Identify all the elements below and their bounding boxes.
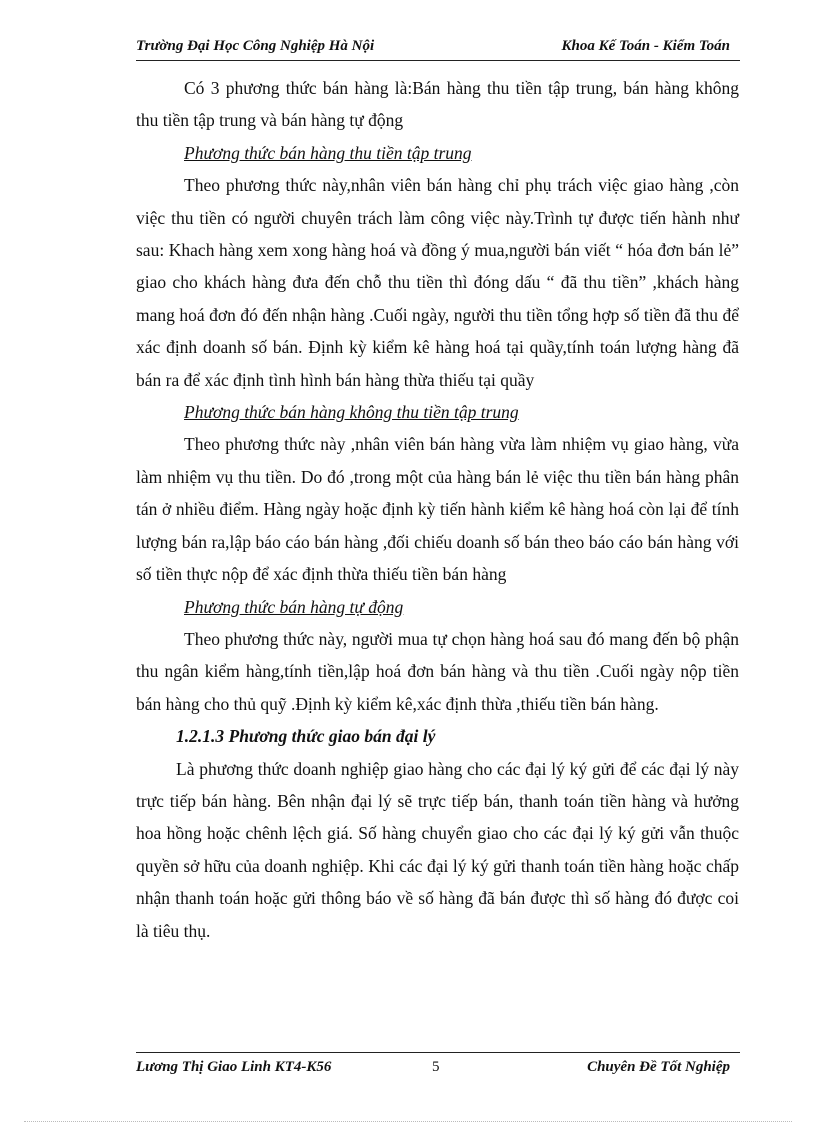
subheading-centralized: Phương thức bán hàng thu tiền tập trung <box>184 142 472 163</box>
subheading-non-centralized: Phương thức bán hàng không thu tiền tập trung <box>184 402 519 423</box>
subheading-automatic: Phương thức bán hàng tự động <box>184 596 404 617</box>
header-school: Trường Đại Học Công Nghiệp Hà Nội <box>136 38 375 54</box>
page-number: 5 <box>432 1059 440 1075</box>
footer-title: Chuyên Đề Tốt Nghiệp <box>587 1059 730 1075</box>
paragraph-non-centralized: Theo phương thức này ,nhân viên bán hàng vừa làm nhiệm vụ giao hàng, vừa làm nhiệm vụ thu tiền. Do đó ,trong một của hàng bán lẻ việc thu tiền bán hàng phân tán ở nhiều điểm. Hàng ngày hoặc định kỳ tiến hành kiểm kê hàng hoá còn lại để tính lượng bán ra,lập báo cáo bán hàng ,đối chiếu doanh số bán theo báo cáo bán hàng với số tiền thực nộp để xác định thừa thiếu tiền bán hàng <box>136 434 739 585</box>
intro-paragraph: Có 3 phương thức bán hàng là:Bán hàng thu tiền tập trung, bán hàng không thu tiền tập trung và bán hàng tự động <box>136 78 739 131</box>
paragraph-agency: Là phương thức doanh nghiệp giao hàng cho các đại lý ký gửi để các đại lý này trực tiếp bán hàng. Bên nhận đại lý sẽ trực tiếp bán, thanh toán tiền hàng và hưởng hoa hồng hoặc chênh lệch giá. Số hàng chuyển giao cho các đại lý ký gửi vẫn thuộc quyền sở hữu của doanh nghiệp. Khi các đại lý ký gửi thanh toán tiền hàng hoặc chấp nhận thanh toán hoặc gửi thông báo về số hàng đã bán được thì số hàng đó được coi là tiêu thụ. <box>136 758 739 941</box>
page-footer <box>136 1052 740 1083</box>
page-edge-divider <box>24 1121 792 1122</box>
paragraph-centralized: Theo phương thức này,nhân viên bán hàng chỉ phụ trách việc giao hàng ,còn việc thu tiền có người chuyên trách làm công việc này.Trình tự được tiến hành như sau: Khach hàng xem xong hàng hoá và đồng ý mua,người bán viết “ hóa đơn bán lẻ” giao cho khách hàng đưa đến chỗ thu tiền thì đóng dấu “ đã thu tiền” ,khách hàng mang hoá đơn đó đến nhận hàng .Cuối ngày, người thu tiền tổng hợp số tiền đã thu để xác định doanh số bán. Định kỳ kiểm kê hàng hoá tại quầy,tính toán lượng hàng đã bán ra để xác định tình hình bán hàng thừa thiếu tại quầy <box>136 175 739 390</box>
document-body <box>136 72 739 947</box>
section-heading: 1.2.1.3 Phương thức giao bán đại lý <box>176 726 436 747</box>
page-header <box>136 38 740 61</box>
footer-author: Lương Thị Giao Linh KT4-K56 <box>136 1059 332 1075</box>
paragraph-automatic: Theo phương thức này, người mua tự chọn hàng hoá sau đó mang đến bộ phận thu ngân kiểm hàng,tính tiền,lập hoá đơn bán hàng và thu tiền .Cuối ngày nộp tiền bán hàng cho thủ quỹ .Định kỳ kiểm kê,xác định thừa ,thiếu tiền bán hàng. <box>136 628 739 714</box>
header-faculty: Khoa Kế Toán - Kiểm Toán <box>561 38 730 54</box>
